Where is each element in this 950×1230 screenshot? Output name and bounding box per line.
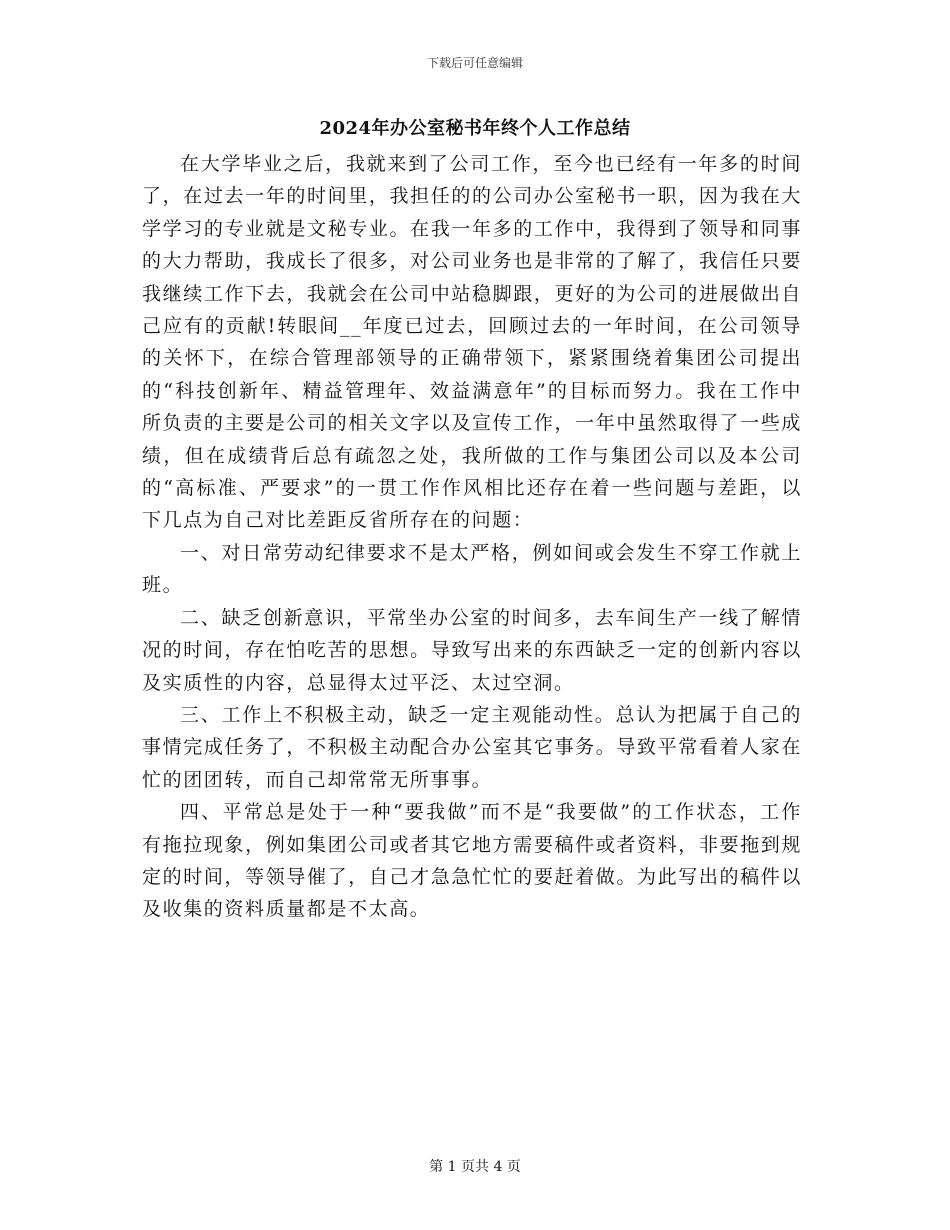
issue-paragraph-3: 三、工作上不积极主动，缺乏一定主观能动性。总认为把属于自己的事情完成任务了，不积极主动配合办公室其它事务。导致平常看着人家在忙的团团转，而自己却常常无所事事。 [142, 703, 802, 791]
document-title: 2024年办公室秘书年终个人工作总结 [319, 118, 631, 139]
issue-paragraph-4: 四、平常总是处于一种“要我做”而不是“我要做”的工作状态，工作有拖拉现象，例如集团公司或者其它地方需要稿件或者资料，非要拖到规定的时间，等领导催了，自己才急急忙忙的要赶着做。为此写出的稿件以及收集的资料质量都是不太高。 [142, 801, 802, 921]
issue-paragraph-1: 一、对日常劳动纪律要求不是太严格，例如间或会发生不穿工作就上班。 [142, 541, 802, 597]
document-body [142, 148, 802, 926]
issue-paragraph-2: 二、缺乏创新意识，平常坐办公室的时间多，去车间生产一线了解情况的时间，存在怕吃苦的思想。导致写出来的东西缺乏一定的创新内容以及实质性的内容，总显得太过平泛、太过空洞。 [142, 606, 802, 694]
page-number: 第 1 页共 4 页 [429, 1159, 521, 1175]
intro-paragraph: 在大学毕业之后，我就来到了公司工作，至今也已经有一年多的时间了，在过去一年的时间里，我担任的的公司办公室秘书一职，因为我在大学学习的专业就是文秘专业。在我一年多的工作中，我得到了领导和同事的大力帮助，我成长了很多，对公司业务也是非常的了解了，我信任只要我继续工作下去，我就会在公司中站稳脚跟，更好的为公司的进展做出自己应有的贡献!转眼间__年度已过去，回顾过去的一年时间，在公司领导的关怀下，在综合管理部领导的正确带领下，紧紧围绕着集团公司提出的“科技创新年、精益管理年、效益满意年”的目标而努力。我在工作中所负责的主要是公司的相关文字以及宣传工作，一年中虽然取得了一些成绩，但在成绩背后总有疏忽之处，我所做的工作与集团公司以及本公司的“高标准、严要求”的一贯工作作风相比还存在着一些问题与差距，以下几点为自己对比差距反省所存在的问题： [142, 153, 802, 532]
download-edit-note: 下载后可任意编辑 [426, 56, 523, 70]
